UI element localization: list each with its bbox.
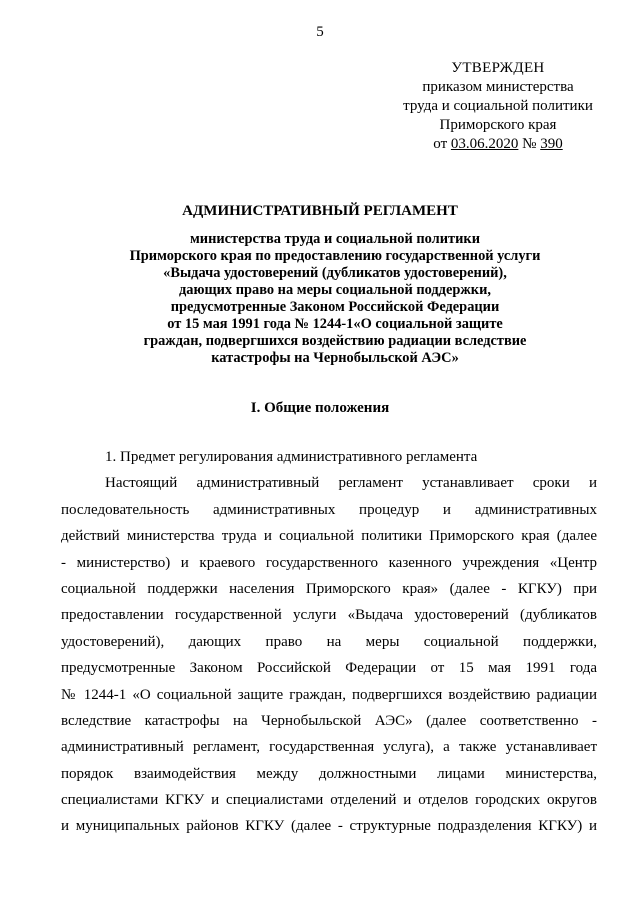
body-line: предусмотренные Законом Российской Федерации от 15 мая 1991 года xyxy=(61,660,597,677)
body-line: Настоящий административный регламент устанавливает сроки и xyxy=(105,475,597,492)
approval-line: труда и социальной политики xyxy=(403,98,593,114)
body-line: - министерство) и краевого государственного казенного учреждения «Центр xyxy=(61,554,597,571)
subtitle-line: Приморского края по предоставлению государственной услуги xyxy=(129,248,541,264)
body-line: № 1244-1 «О социальной защите граждан, подвергшихся воздействию радиации xyxy=(61,686,597,703)
subtitle-line: от 15 мая 1991 года № 1244-1«О социальной защите xyxy=(167,316,503,332)
body-line: удостоверений), дающих право на меры социальной поддержки, xyxy=(61,633,597,650)
document-subtitle xyxy=(95,231,575,367)
body-line: вследствие катастрофы на Чернобыльской АЭС» (далее соответственно - xyxy=(61,712,597,729)
subtitle-line: предусмотренные Законом Российской Федерации xyxy=(170,299,500,315)
approval-line: Приморского края xyxy=(439,117,557,133)
approval-stamp xyxy=(398,59,598,154)
body-line: специалистами КГКУ и специалистами отделений и отделов городских округов xyxy=(61,792,597,809)
body-line: и муниципальных районов КГКУ (далее - структурные подразделения КГКУ) и xyxy=(61,818,597,835)
approval-date-line xyxy=(398,135,598,154)
section-heading: I. Общие положения xyxy=(250,400,390,416)
body-line: предоставлении государственной услуги «Выдача удостоверений (дубликатов xyxy=(61,607,597,624)
body-text xyxy=(61,444,597,840)
document-title: АДМИНИСТРАТИВНЫЙ РЕГЛАМЕНТ xyxy=(182,203,458,219)
subtitle-line: министерства труда и социальной политики xyxy=(189,231,480,247)
subtitle-line: граждан, подвергшихся воздействию радиации вследствие xyxy=(143,333,527,349)
body-line: порядок взаимодействия между должностными лицами министерства, xyxy=(61,765,597,782)
body-line: действий министерства труда и социальной политики Приморского края (далее xyxy=(61,528,597,545)
approval-date: 03.06.2020 xyxy=(450,136,519,152)
subsection-heading: 1. Предмет регулирования административного регламента xyxy=(105,449,478,465)
approval-number: 390 xyxy=(540,136,563,152)
approval-date-prefix: от xyxy=(433,136,451,152)
subtitle-line: дающих право на меры социальной поддержки, xyxy=(179,282,491,298)
body-line: последовательность административных процедур и административных xyxy=(61,501,597,518)
page-number: 5 xyxy=(316,24,324,40)
body-line: социальной поддержки населения Приморского края» (далее - КГКУ) при xyxy=(61,580,597,597)
approval-line: приказом министерства xyxy=(422,79,574,95)
body-line: административный регламент, государственная услуга), а также устанавливает xyxy=(61,739,597,756)
approval-title: УТВЕРЖДЕН xyxy=(451,60,545,76)
subtitle-line: «Выдача удостоверений (дубликатов удостоверений), xyxy=(163,265,507,281)
approval-number-prefix: № xyxy=(518,136,541,152)
subtitle-line: катастрофы на Чернобыльской АЭС» xyxy=(211,350,459,366)
